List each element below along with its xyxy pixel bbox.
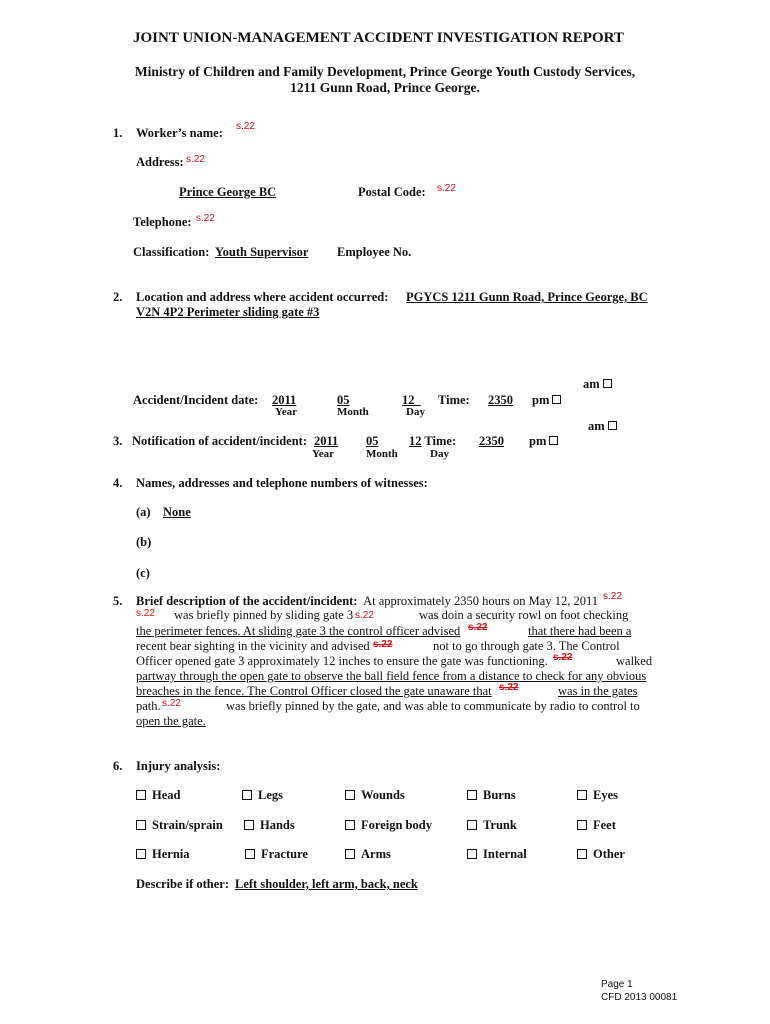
injury-legs-option[interactable]: Legs	[242, 788, 283, 803]
section-3-number: 3.	[113, 434, 123, 448]
injury-fracture-option[interactable]: Fracture	[245, 847, 308, 862]
eyes-checkbox[interactable]	[577, 790, 587, 800]
description-label: Brief description of the accident/incident:	[136, 594, 358, 608]
day-caption: Day	[406, 406, 425, 418]
arms-checkbox[interactable]	[345, 849, 355, 859]
witness-a-label: (a)	[136, 505, 151, 519]
description-line-6: partway through the open gate to observe the ball field fence from a distance to check for any obvious	[136, 669, 647, 683]
am-checkbox[interactable]	[608, 421, 617, 430]
redaction-postal-code: s.22	[437, 183, 456, 194]
description-line-8b: was briefly pinned by the gate, and was able to communicate by radio to control to	[226, 699, 640, 713]
document-id: CFD 2013 00081	[601, 992, 678, 1003]
description-line-4b: not to go through gate 3. The Control	[433, 639, 620, 653]
am-checkbox[interactable]	[603, 379, 612, 388]
report-title: JOINT UNION-MANAGEMENT ACCIDENT INVESTIGATION REPORT	[133, 30, 624, 46]
witness-a-value: None	[163, 505, 191, 519]
other-checkbox[interactable]	[577, 849, 587, 859]
burns-checkbox[interactable]	[467, 790, 477, 800]
notification-time-label: Time:	[424, 434, 457, 448]
redaction-workers-name: s.22	[236, 121, 255, 132]
witnesses-label: Names, addresses and telephone numbers of witnesses:	[136, 476, 428, 490]
redaction-telephone: s.22	[196, 213, 215, 224]
injury-arms-option[interactable]: Arms	[345, 847, 391, 862]
address-city: Prince George BC	[179, 185, 277, 199]
description-line-2a: was briefly pinned by sliding gate 3	[174, 608, 354, 622]
accident-date-label: Accident/Incident date:	[133, 393, 259, 407]
day-caption: Day	[430, 448, 449, 460]
section-2-number: 2.	[113, 290, 123, 304]
description-line-7b: was in the gates	[558, 684, 638, 698]
injury-head-option[interactable]: Head	[136, 788, 180, 803]
telephone-label: Telephone:	[133, 215, 192, 229]
internal-checkbox[interactable]	[467, 849, 477, 859]
classification-value: Youth Supervisor	[215, 245, 309, 259]
year-caption: Year	[312, 448, 334, 460]
section-1-number: 1.	[113, 126, 123, 140]
postal-code-label: Postal Code:	[358, 185, 426, 199]
injury-hands-option[interactable]: Hands	[244, 818, 295, 833]
injury-foreign-body-option[interactable]: Foreign body	[345, 818, 432, 833]
redaction-address: s.22	[186, 154, 205, 165]
underline-gap	[520, 684, 560, 697]
accident-time-label: Time:	[438, 393, 470, 407]
strain-checkbox[interactable]	[136, 820, 146, 830]
accident-day: 12	[402, 393, 415, 407]
notification-am-option: am	[588, 419, 617, 434]
description-line-4a: recent bear sighting in the vicinity and advised	[136, 639, 370, 653]
employee-no-label: Employee No.	[337, 245, 412, 259]
hernia-checkbox[interactable]	[136, 849, 146, 859]
description-line-5b: walked	[616, 654, 653, 668]
page-number: Page 1	[601, 979, 633, 990]
redaction-desc-2: s.22	[136, 608, 155, 619]
notification-month: 05	[366, 434, 379, 448]
subtitle-line-1: Ministry of Children and Family Development, Prince George Youth Custody Services,	[134, 64, 636, 79]
underline-gap	[490, 624, 530, 637]
description-line-2b: was doin a security rowl on foot checking	[419, 608, 629, 622]
description-line-9: open the gate.	[136, 714, 206, 728]
description-line-3b: that there had been a	[528, 624, 632, 638]
hands-checkbox[interactable]	[244, 820, 254, 830]
accident-time: 2350	[488, 393, 513, 407]
description-line-8a: path.	[136, 699, 161, 713]
redaction-desc-7: s.22	[499, 682, 519, 693]
pm-checkbox[interactable]	[549, 436, 558, 445]
section-5-number: 5.	[113, 594, 123, 608]
month-caption: Month	[366, 448, 398, 460]
redaction-desc-6: s.22	[553, 652, 573, 663]
location-value-line-1: PGYCS 1211 Gunn Road, Prince George, BC	[406, 290, 648, 304]
classification-label: Classification:	[133, 245, 210, 259]
notification-day-time	[409, 434, 456, 449]
section-6-number: 6.	[113, 759, 123, 773]
witness-c-label: (c)	[136, 566, 150, 580]
accident-month: 05	[337, 393, 350, 407]
injury-strain-option[interactable]: Strain/sprain	[136, 818, 223, 833]
description-line-3a: the perimeter fences. At sliding gate 3 the control officer advised	[136, 624, 461, 638]
injury-burns-option[interactable]: Burns	[467, 788, 516, 803]
feet-checkbox[interactable]	[577, 820, 587, 830]
legs-checkbox[interactable]	[242, 790, 252, 800]
month-caption: Month	[337, 406, 369, 418]
notification-time: 2350	[479, 434, 504, 448]
foreign-body-checkbox[interactable]	[345, 820, 355, 830]
address-label: Address:	[136, 155, 184, 169]
redaction-desc-4: s.22	[468, 622, 488, 633]
accident-am-option: am	[583, 377, 612, 392]
pm-checkbox[interactable]	[552, 395, 561, 404]
workers-name-label: Worker’s name:	[136, 126, 223, 140]
injury-eyes-option[interactable]: Eyes	[577, 788, 618, 803]
injury-feet-option[interactable]: Feet	[577, 818, 616, 833]
notification-day: 12	[409, 434, 422, 448]
injury-other-option[interactable]: Other	[577, 847, 625, 862]
location-value-line-2: V2N 4P2 Perimeter sliding gate #3	[136, 305, 320, 319]
description-line-1: Brief description of the accident/incident: At approximately 2350 hours on May 12, 2011	[136, 594, 598, 608]
injury-internal-option[interactable]: Internal	[467, 847, 527, 862]
injury-analysis-label: Injury analysis:	[136, 759, 221, 773]
redaction-desc-3: s.22	[355, 610, 374, 621]
notification-pm-option: pm	[529, 434, 558, 449]
redaction-desc-1: s.22	[603, 591, 622, 602]
redaction-desc-5: s.22	[373, 639, 393, 650]
injury-hernia-option[interactable]: Hernia	[136, 847, 190, 862]
description-line-5a: Officer opened gate 3 approximately 12 inches to ensure the gate was functioning.	[136, 654, 548, 668]
description-line-7a: breaches in the fence. The Control Officer closed the gate unaware that	[136, 684, 492, 698]
fracture-checkbox[interactable]	[245, 849, 255, 859]
describe-other-value: Left shoulder, left arm, back, neck	[235, 877, 418, 891]
section-4-number: 4.	[113, 476, 123, 490]
accident-pm-option: pm	[532, 393, 561, 408]
head-checkbox[interactable]	[136, 790, 146, 800]
notification-year: 2011	[314, 434, 339, 448]
trunk-checkbox[interactable]	[467, 820, 477, 830]
injury-trunk-option[interactable]: Trunk	[467, 818, 517, 833]
redaction-desc-8: s.22	[162, 698, 181, 709]
year-caption: Year	[275, 406, 297, 418]
subtitle-line-2: 1211 Gunn Road, Prince George.	[290, 80, 480, 95]
injury-wounds-option[interactable]: Wounds	[345, 788, 405, 803]
notification-label: Notification of accident/incident:	[132, 434, 307, 448]
accident-year: 2011	[272, 393, 297, 407]
wounds-checkbox[interactable]	[345, 790, 355, 800]
location-label: Location and address where accident occurred:	[136, 290, 389, 304]
witness-b-label: (b)	[136, 535, 152, 549]
describe-other-label: Describe if other:	[136, 877, 230, 891]
